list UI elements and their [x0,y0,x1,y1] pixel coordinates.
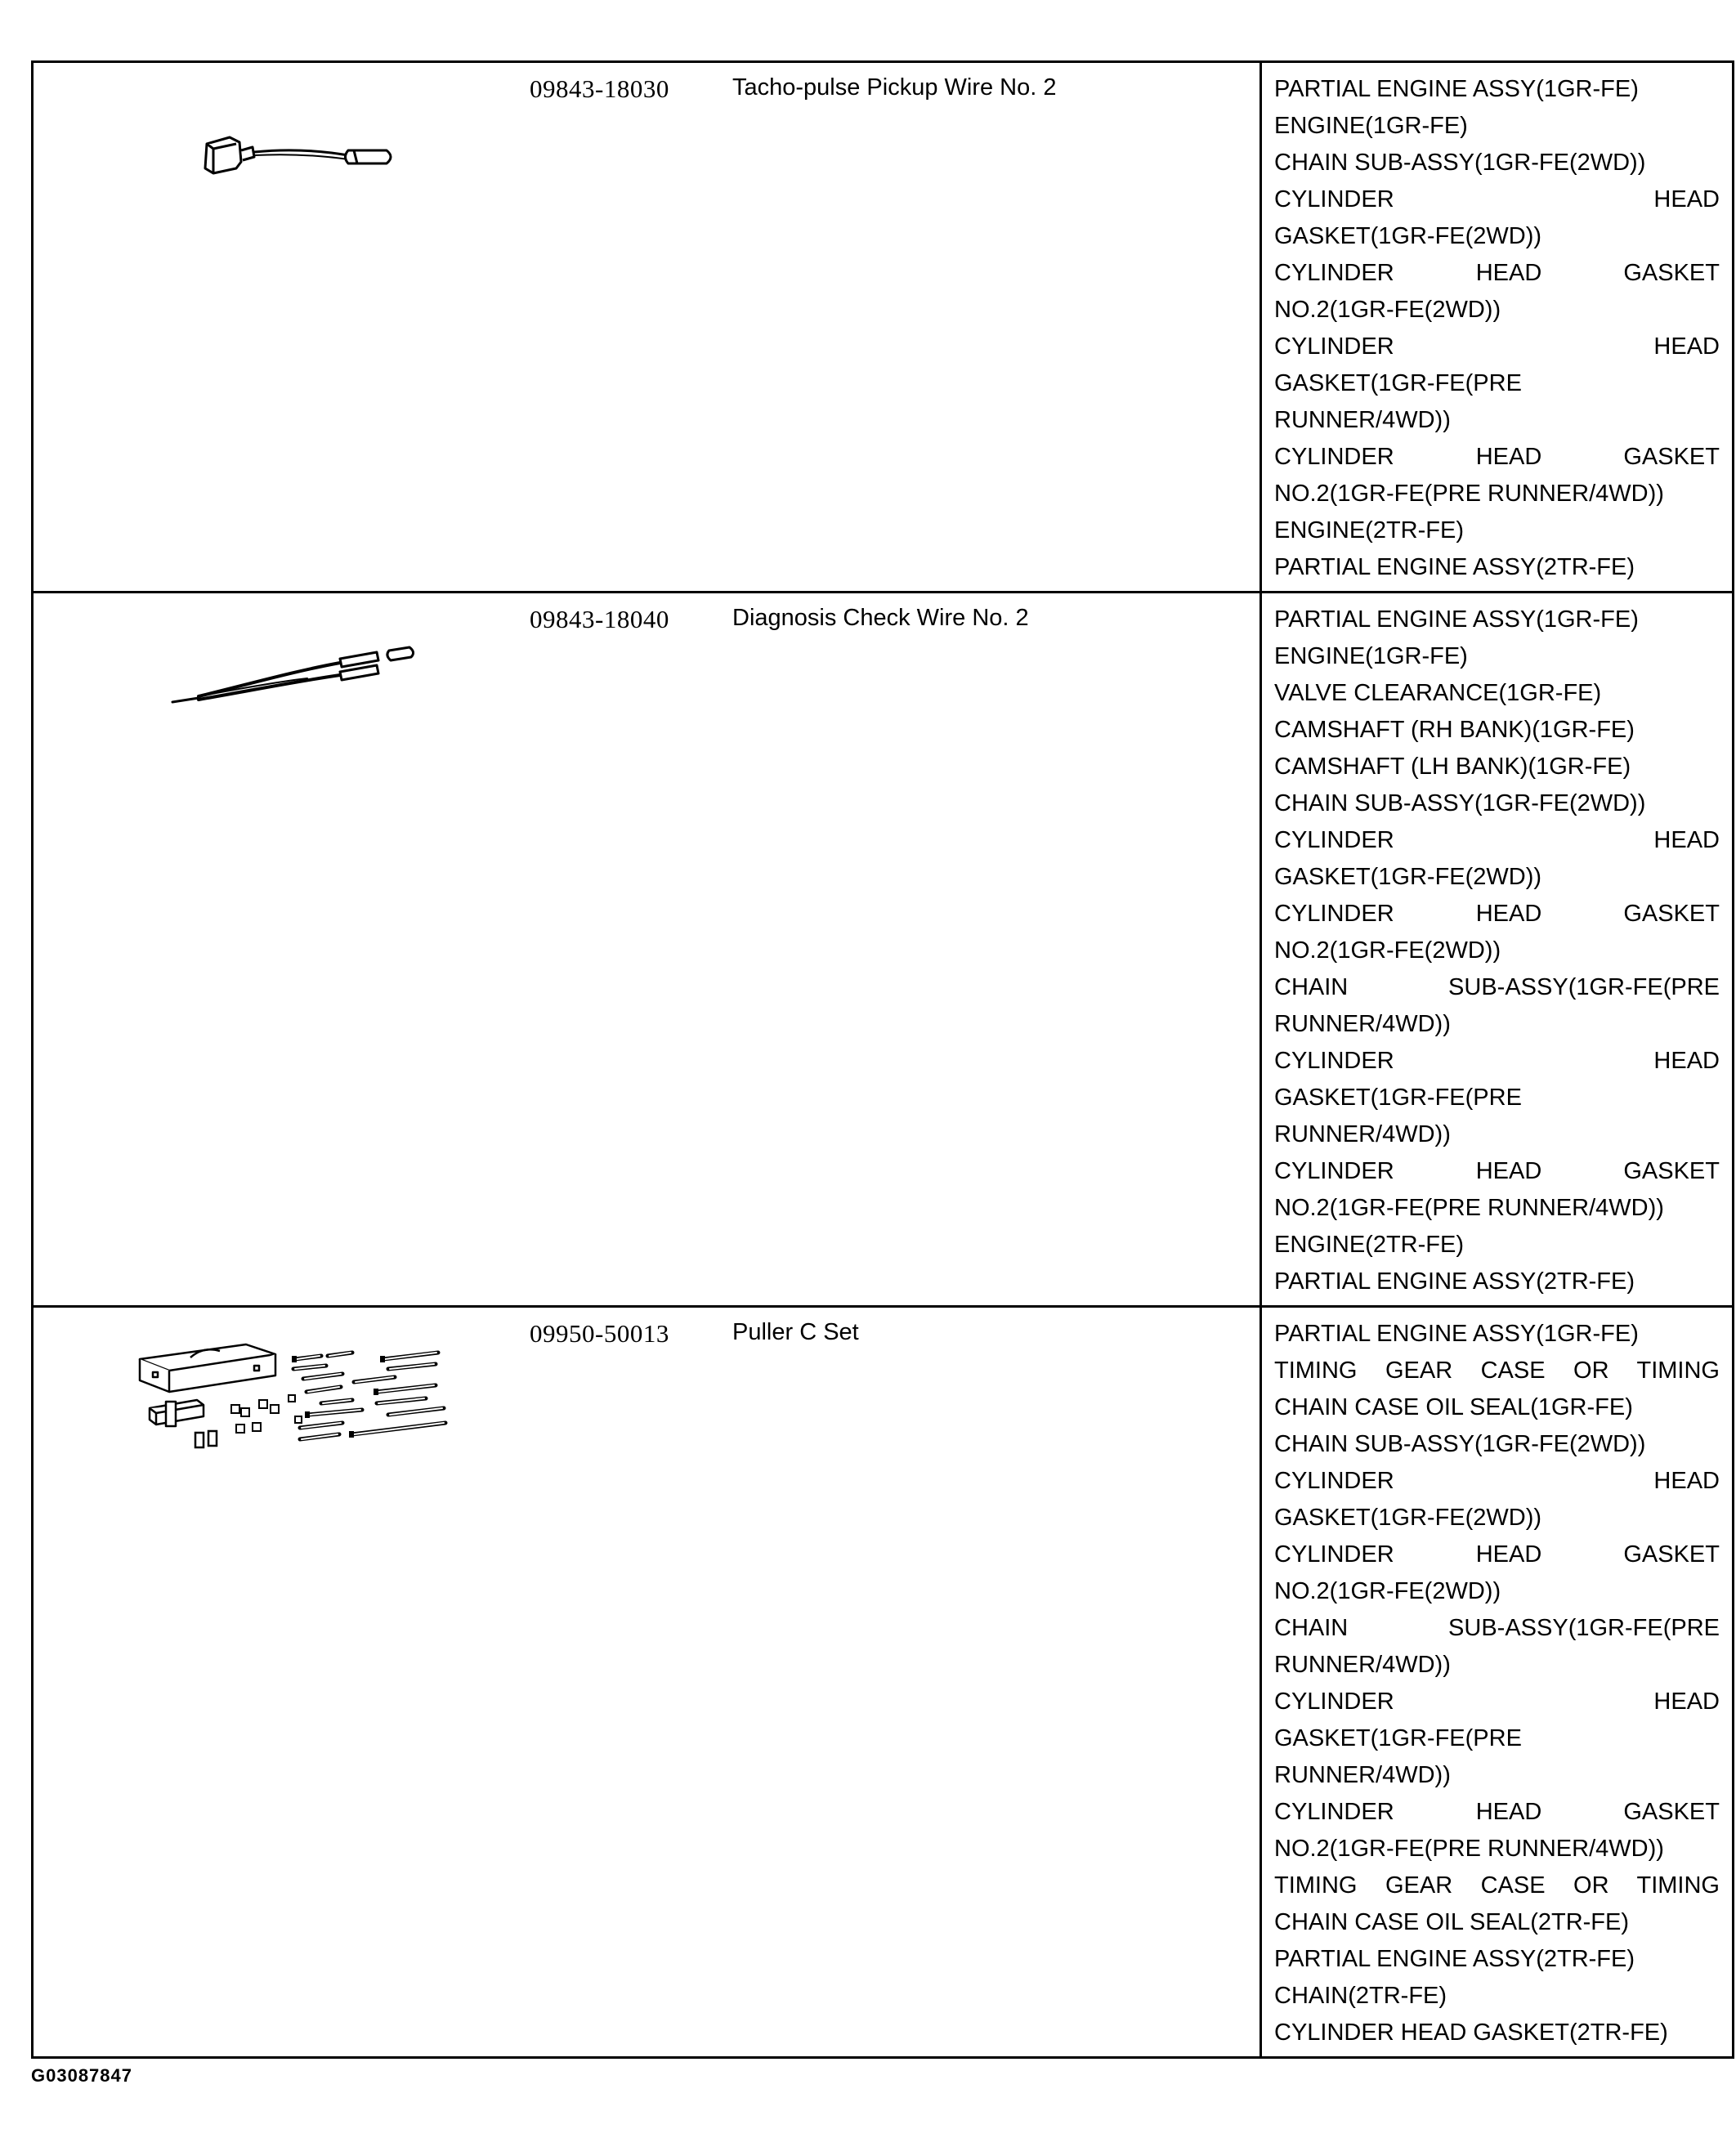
procedure-item: NO.2(1GR-FE(2WD)) [1274,297,1501,323]
procedure-item: RUNNER/4WD)) [1274,407,1451,433]
procedure-item: PARTIAL ENGINE ASSY(2TR-FE) [1274,1946,1635,1972]
procedure-item: CYLINDER HEAD GASKET [1274,260,1720,286]
procedure-item: CHAIN SUB-ASSY(1GR-FE(PRE [1274,1615,1720,1641]
tool-name: Tacho-pulse Pickup Wire No. 2 [732,74,1057,101]
procedure-item: RUNNER/4WD)) [1274,1652,1451,1678]
tool-row-diagnosis-check-wire [33,593,1734,1307]
procedure-item: CHAIN SUB-ASSY(1GR-FE(2WD)) [1274,1431,1646,1457]
procedure-item: NO.2(1GR-FE(PRE RUNNER/4WD)) [1274,1195,1664,1221]
procedure-item: CHAIN(2TR-FE) [1274,1983,1447,2009]
procedure-item: GASKET(1GR-FE(2WD)) [1274,223,1542,249]
tool-row-tacho-pulse-pickup-wire [33,62,1734,593]
special-service-tools-table [31,60,1734,2059]
procedure-item: CYLINDER HEAD [1274,1689,1720,1715]
procedure-item: CHAIN SUB-ASSY(1GR-FE(2WD)) [1274,790,1646,816]
part-number: 09843-18040 [530,605,669,633]
procedure-item: GASKET(1GR-FE(PRE [1274,1085,1522,1111]
procedure-item: PARTIAL ENGINE ASSY(2TR-FE) [1274,554,1635,580]
procedure-item: ENGINE(1GR-FE) [1274,643,1468,669]
procedure-item: NO.2(1GR-FE(PRE RUNNER/4WD)) [1274,481,1664,507]
procedure-item: ENGINE(2TR-FE) [1274,1232,1464,1258]
tacho-pulse-pickup-wire-drawing [172,108,409,190]
procedure-item: TIMING GEAR CASE OR TIMING [1274,1358,1720,1384]
procedure-item: RUNNER/4WD)) [1274,1121,1451,1147]
procedure-item: ENGINE(2TR-FE) [1274,517,1464,543]
procedure-item: CYLINDER HEAD GASKET [1274,901,1720,927]
procedure-item: CYLINDER HEAD [1274,333,1720,360]
puller-c-set-drawing [107,1320,467,1459]
procedure-item: NO.2(1GR-FE(2WD)) [1274,937,1501,964]
procedure-item: RUNNER/4WD)) [1274,1011,1451,1037]
diagnosis-check-wire-drawing [140,626,434,716]
procedure-item: PARTIAL ENGINE ASSY(1GR-FE) [1274,76,1639,102]
procedure-item: CHAIN CASE OIL SEAL(1GR-FE) [1274,1394,1633,1420]
tool-info-cell [33,62,1261,593]
procedure-item: GASKET(1GR-FE(2WD)) [1274,1505,1542,1531]
graphic-code: G03087847 [31,2065,132,2086]
part-number: 09950-50013 [530,1319,669,1348]
procedure-item: GASKET(1GR-FE(2WD)) [1274,864,1542,890]
procedure-item: CYLINDER HEAD GASKET(2TR-FE) [1274,2020,1668,2046]
procedure-item: CYLINDER HEAD GASKET [1274,1541,1720,1568]
procedure-item: CYLINDER HEAD [1274,827,1720,853]
tool-info-cell [33,593,1261,1307]
procedure-item: CYLINDER HEAD GASKET [1274,444,1720,470]
procedure-item: CHAIN SUB-ASSY(1GR-FE(2WD)) [1274,150,1646,176]
procedure-item: CYLINDER HEAD [1274,1468,1720,1494]
procedure-item: CYLINDER HEAD [1274,186,1720,212]
procedure-item: GASKET(1GR-FE(PRE [1274,1725,1522,1751]
procedure-item: CAMSHAFT (RH BANK)(1GR-FE) [1274,717,1635,743]
procedure-item: PARTIAL ENGINE ASSY(2TR-FE) [1274,1268,1635,1295]
tool-name: Diagnosis Check Wire No. 2 [732,605,1029,631]
tool-name: Puller C Set [732,1319,859,1345]
procedure-item: CYLINDER HEAD GASKET [1274,1799,1720,1825]
procedure-item: CHAIN SUB-ASSY(1GR-FE(PRE [1274,974,1720,1000]
procedure-item: RUNNER/4WD)) [1274,1762,1451,1788]
tool-info-cell [33,1307,1261,2058]
procedure-item: TIMING GEAR CASE OR TIMING [1274,1872,1720,1899]
applicable-procedures-cell [1261,593,1734,1307]
procedure-item: VALVE CLEARANCE(1GR-FE) [1274,680,1602,706]
procedure-item: CHAIN CASE OIL SEAL(2TR-FE) [1274,1909,1630,1935]
applicable-procedures-cell [1261,1307,1734,2058]
procedure-item: PARTIAL ENGINE ASSY(1GR-FE) [1274,1321,1639,1347]
tool-row-puller-c-set [33,1307,1734,2058]
procedure-item: CAMSHAFT (LH BANK)(1GR-FE) [1274,754,1631,780]
applicable-procedures-cell [1261,62,1734,593]
part-number: 09843-18030 [530,74,669,103]
procedure-item: NO.2(1GR-FE(2WD)) [1274,1578,1501,1604]
procedure-item: CYLINDER HEAD [1274,1048,1720,1074]
procedure-item: GASKET(1GR-FE(PRE [1274,370,1522,396]
procedure-item: CYLINDER HEAD GASKET [1274,1158,1720,1184]
procedure-item: PARTIAL ENGINE ASSY(1GR-FE) [1274,606,1639,633]
procedure-item: NO.2(1GR-FE(PRE RUNNER/4WD)) [1274,1836,1664,1862]
procedure-item: ENGINE(1GR-FE) [1274,113,1468,139]
